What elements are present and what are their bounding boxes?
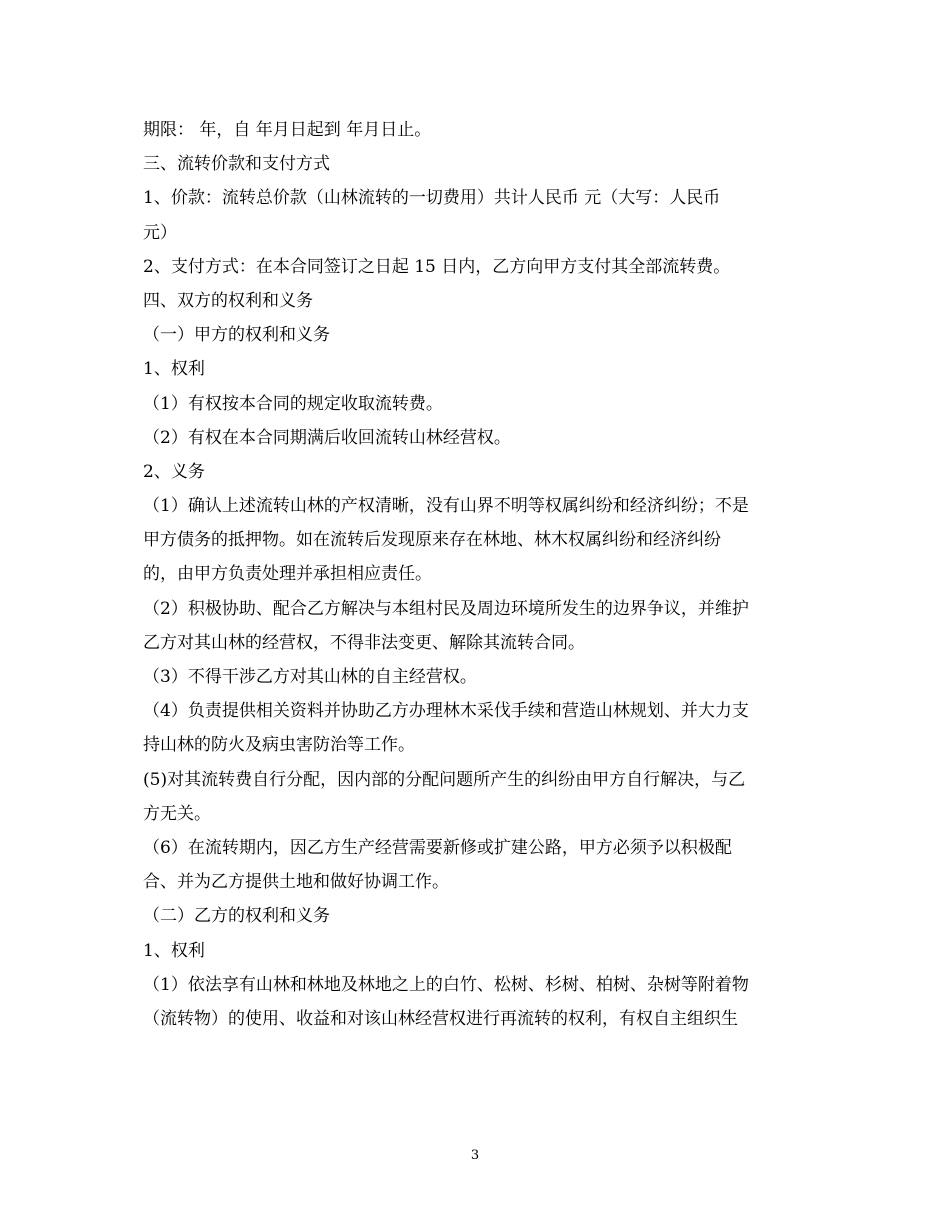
- text-line: 期限： 年，自 年月日起到 年月日止。: [143, 120, 432, 140]
- text-line: （4）负责提供相关资料并协助乙方办理林木采伐手续和营造山林规划、并大力支: [143, 701, 749, 722]
- text-line: （流转物）的使用、收益和对该山林经营权进行再流转的权利，有权自主组织生: [143, 1008, 738, 1029]
- text-line: 方无关。: [143, 803, 211, 824]
- text-line: （6）在流转期内，因乙方生产经营需要新修或扩建公路，甲方必须予以积极配: [143, 837, 732, 858]
- document-body: [143, 113, 813, 1036]
- subsection-heading: （二）乙方的权利和义务: [143, 906, 330, 927]
- item-heading: 1、权利: [143, 940, 205, 961]
- item-heading: 1、权利: [143, 359, 205, 380]
- text-line: 持山林的防火及病虫害防治等工作。: [143, 735, 415, 756]
- text-line: （2）有权在本合同期满后收回流转山林经营权。: [143, 427, 511, 448]
- section-heading: 四、双方的权利和义务: [143, 290, 313, 311]
- text-line: 乙方对其山林的经营权，不得非法变更、解除其流转合同。: [143, 632, 585, 653]
- text-line: （1）确认上述流转山林的产权清晰，没有山界不明等权属纠纷和经济纠纷；不是: [143, 496, 749, 517]
- item-heading: 2、义务: [143, 461, 205, 482]
- page-number: 3: [470, 1148, 480, 1163]
- text-line: 的，由甲方负责处理并承担相应责任。: [143, 564, 432, 585]
- text-line: （1）依法享有山林和林地及林地之上的白竹、松树、杉树、柏树、杂树等附着物: [143, 974, 749, 995]
- text-line: （3）不得干涉乙方对其山林的自主经营权。: [143, 667, 477, 687]
- text-line: 合、并为乙方提供土地和做好协调工作。: [143, 872, 449, 893]
- text-line: 2、支付方式：在本合同签订之日起 15 日内，乙方向甲方支付其全部流转费。: [143, 256, 731, 277]
- text-line: （2）积极协助、配合乙方解决与本组村民及周边环境所发生的边界争议，并维护: [143, 598, 749, 619]
- subsection-heading: （一）甲方的权利和义务: [143, 325, 330, 346]
- text-line: 1、价款：流转总价款（山林流转的一切费用）共计人民币 元（大写：人民币: [143, 188, 721, 209]
- text-line: （1）有权按本合同的规定收取流转费。: [143, 393, 443, 414]
- text-line: 甲方债务的抵押物。如在流转后发现原来存在林地、林木权属纠纷和经济纠纷: [143, 530, 721, 551]
- text-line: 元）: [143, 222, 177, 243]
- section-heading: 三、流转价款和支付方式: [143, 154, 330, 175]
- text-line: (5)对其流转费自行分配，因内部的分配问题所产生的纠纷由甲方自行解决，与乙: [143, 769, 746, 790]
